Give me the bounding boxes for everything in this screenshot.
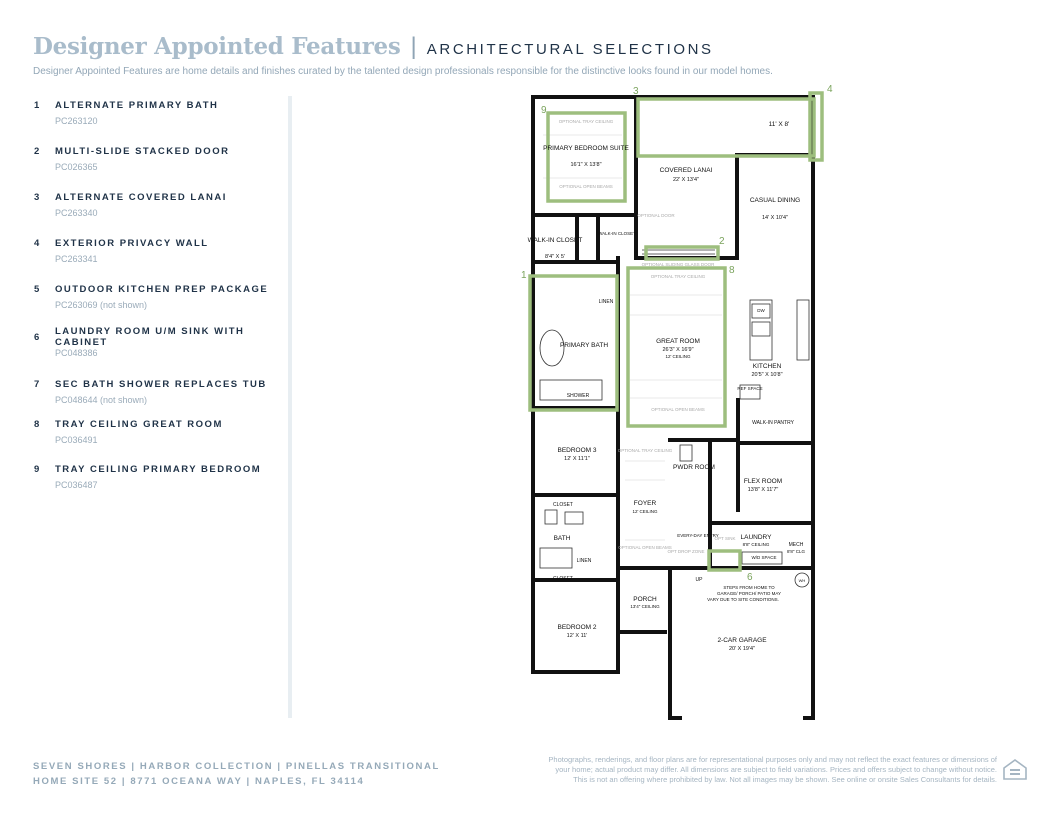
everyday-entry: EVERY-DAY ENTRY xyxy=(677,533,719,538)
linen-2-label: LINEN xyxy=(576,558,592,564)
ref-space-label: REF SPACE xyxy=(737,386,763,391)
feature-code: PC026365 xyxy=(55,162,98,172)
closet-label: CLOSET xyxy=(552,502,574,508)
feature-code: PC263120 xyxy=(55,116,98,126)
kitchen-dims: 20'5" X 10'8" xyxy=(751,372,783,378)
feature-name: EXTERIOR PRIVACY WALL xyxy=(55,238,209,249)
feature-name: OUTDOOR KITCHEN PREP PACKAGE xyxy=(55,284,269,295)
feature-name: TRAY CEILING GREAT ROOM xyxy=(55,419,223,430)
room-pwdr: PWDR ROOM xyxy=(673,464,715,471)
marker-6: 6 xyxy=(747,572,753,583)
feature-name: ALTERNATE PRIMARY BATH xyxy=(55,100,219,111)
walkin-closet-dims: 8'4" X 5' xyxy=(545,254,565,260)
covered-lanai-dims: 22' X 13'4" xyxy=(672,177,700,183)
porch-ceiling: 13'4" CEILING xyxy=(630,604,660,609)
garage-dims: 20' X 19'4" xyxy=(728,646,756,652)
room-flex: FLEX ROOM xyxy=(743,478,783,485)
room-casual-dining: CASUAL DINING xyxy=(749,197,801,204)
foyer-ceiling: 12' CEILING xyxy=(632,509,658,514)
feature-number: 8 xyxy=(34,419,40,430)
opt-sink: OPT SINK xyxy=(714,536,736,541)
room-foyer: FOYER xyxy=(633,500,657,507)
marker-4: 4 xyxy=(827,84,833,95)
feature-code: PC263340 xyxy=(55,208,98,218)
feature-code: PC048386 xyxy=(55,348,98,358)
wd-space-label: W/D SPACE xyxy=(751,555,777,560)
primary-suite-beams: OPTIONAL OPEN BEAMS xyxy=(559,184,613,189)
wh-label: WH xyxy=(798,578,806,583)
room-kitchen: KITCHEN xyxy=(752,363,782,370)
primary-suite-tray: OPTIONAL TRAY CEILING xyxy=(558,119,614,124)
closet-2-label: CLOSET xyxy=(552,576,574,582)
great-room-dims: 26'3" X 16'9" xyxy=(662,347,694,353)
footer-community xyxy=(33,759,440,789)
page-title: Designer Appointed Features xyxy=(33,33,401,60)
intro-text: Designer Appointed Features are home details and finishes curated by the talented design professionals responsible for the distinctive looks found in our model homes. xyxy=(33,66,773,77)
feature-code: PC036487 xyxy=(55,480,98,490)
feature-number: 1 xyxy=(34,100,40,111)
feature-number: 4 xyxy=(34,238,40,249)
steps-note-3: VARY DUE TO SITE CONDITIONS. xyxy=(707,597,779,602)
disclaimer-line-1: Photographs, renderings, and floor plans are for representational purposes only and may not reflect the exact features or dimensions of xyxy=(548,755,997,764)
foyer-beams: OPTIONAL OPEN BEAMS xyxy=(618,545,672,550)
feature-code: PC048644 (not shown) xyxy=(55,395,148,405)
marker-1: 1 xyxy=(521,270,527,281)
page-header xyxy=(33,33,714,61)
room-covered-lanai: COVERED LANAI xyxy=(659,167,713,174)
title-separator: | xyxy=(410,33,417,60)
steps-note-1: STEPS FROM HOME TO xyxy=(723,585,775,590)
marker-3: 3 xyxy=(633,86,639,97)
room-bath: BATH xyxy=(553,535,571,542)
room-primary-bath: PRIMARY BATH xyxy=(559,342,609,349)
disclaimer-line-3: This is not an offering where prohibited by law. Not all images may be shown. See online or onsite Sales Consultants for details. xyxy=(573,775,997,784)
footer-line-2: HOME SITE 52 | 8771 OCEANA WAY | NAPLES, FL 34114 xyxy=(33,776,365,787)
walkin-pantry-label: WALK-IN PANTRY xyxy=(752,420,794,426)
feature-name: ALTERNATE COVERED LANAI xyxy=(55,192,227,203)
shower-label: SHOWER xyxy=(566,393,590,399)
optional-door-label: OPTIONAL DOOR xyxy=(637,213,675,218)
feature-name: TRAY CEILING PRIMARY BEDROOM xyxy=(55,464,262,475)
room-bedroom-2: BEDROOM 2 xyxy=(557,624,597,631)
equal-housing-icon xyxy=(1002,757,1028,783)
disclaimer-line-2: your home; actual product may differ. All dimensions are subject to field variations. Prices and offers subject to change without notice. xyxy=(555,765,997,774)
room-great-room: GREAT ROOM xyxy=(656,338,700,345)
room-walkin-closet-2: WALK-IN CLOSET xyxy=(598,231,636,236)
feature-name: LAUNDRY ROOM U/M SINK WITH CABINET xyxy=(55,326,245,348)
feature-code: PC263069 (not shown) xyxy=(55,300,148,310)
room-mech: MECH xyxy=(788,542,804,548)
room-garage: 2-CAR GARAGE xyxy=(717,637,767,644)
marker-8: 8 xyxy=(729,265,735,276)
opt-drop-zone: OPT DROP ZONE xyxy=(667,549,705,554)
casual-dining-dims: 14' X 10'4" xyxy=(761,215,789,221)
feature-number: 7 xyxy=(34,379,40,390)
feature-name: MULTI-SLIDE STACKED DOOR xyxy=(55,146,230,157)
footer-line-1: SEVEN SHORES | HARBOR COLLECTION | PINELLAS TRANSITIONAL xyxy=(33,761,440,772)
linen-label: LINEN xyxy=(598,299,614,305)
room-walkin-closet: WALK-IN CLOSET xyxy=(527,237,583,244)
great-room-door-note: OPTIONAL SLIDING GLASS DOOR xyxy=(641,262,715,267)
bedroom-3-dims: 12' X 11'1" xyxy=(564,456,590,462)
great-room-tray: OPTIONAL TRAY CEILING xyxy=(650,274,706,279)
feature-number: 3 xyxy=(34,192,40,203)
laundry-ceiling: 8'8" CEILING xyxy=(742,542,770,547)
flex-dims: 13'8" X 11'7" xyxy=(747,487,779,493)
footer-disclaimer xyxy=(548,755,997,785)
lanai-extension-dims: 11' X 8' xyxy=(768,121,790,128)
room-primary-suite: PRIMARY BEDROOM SUITE xyxy=(543,145,629,152)
great-room-beams: OPTIONAL OPEN BEAMS xyxy=(651,407,705,412)
mech-ceiling: 8'8" CLG xyxy=(787,549,805,554)
vertical-divider xyxy=(288,96,292,718)
feature-number: 5 xyxy=(34,284,40,295)
feature-name: SEC BATH SHOWER REPLACES TUB xyxy=(55,379,267,390)
room-porch: PORCH xyxy=(633,596,657,603)
marker-2: 2 xyxy=(719,236,725,247)
marker-9: 9 xyxy=(541,105,547,116)
great-room-ceiling: 12' CEILING xyxy=(665,354,691,359)
dw-label: DW xyxy=(757,308,765,313)
bedroom-2-dims: 12' X 11' xyxy=(566,633,588,639)
primary-suite-dims: 16'1" X 13'8" xyxy=(570,162,602,168)
floor-plan xyxy=(500,80,840,730)
room-laundry: LAUNDRY xyxy=(740,534,772,541)
steps-note-2: GARAGE/ PORCH/ PATIO MAY xyxy=(716,591,782,596)
room-bedroom-3: BEDROOM 3 xyxy=(557,447,597,454)
up-label: UP xyxy=(695,577,703,583)
feature-number: 9 xyxy=(34,464,40,475)
feature-code: PC263341 xyxy=(55,254,98,264)
feature-number: 6 xyxy=(34,332,40,343)
foyer-tray: OPTIONAL TRAY CEILING xyxy=(617,448,673,453)
feature-number: 2 xyxy=(34,146,40,157)
feature-code: PC036491 xyxy=(55,435,98,445)
page-subtitle: ARCHITECTURAL SELECTIONS xyxy=(426,41,714,58)
